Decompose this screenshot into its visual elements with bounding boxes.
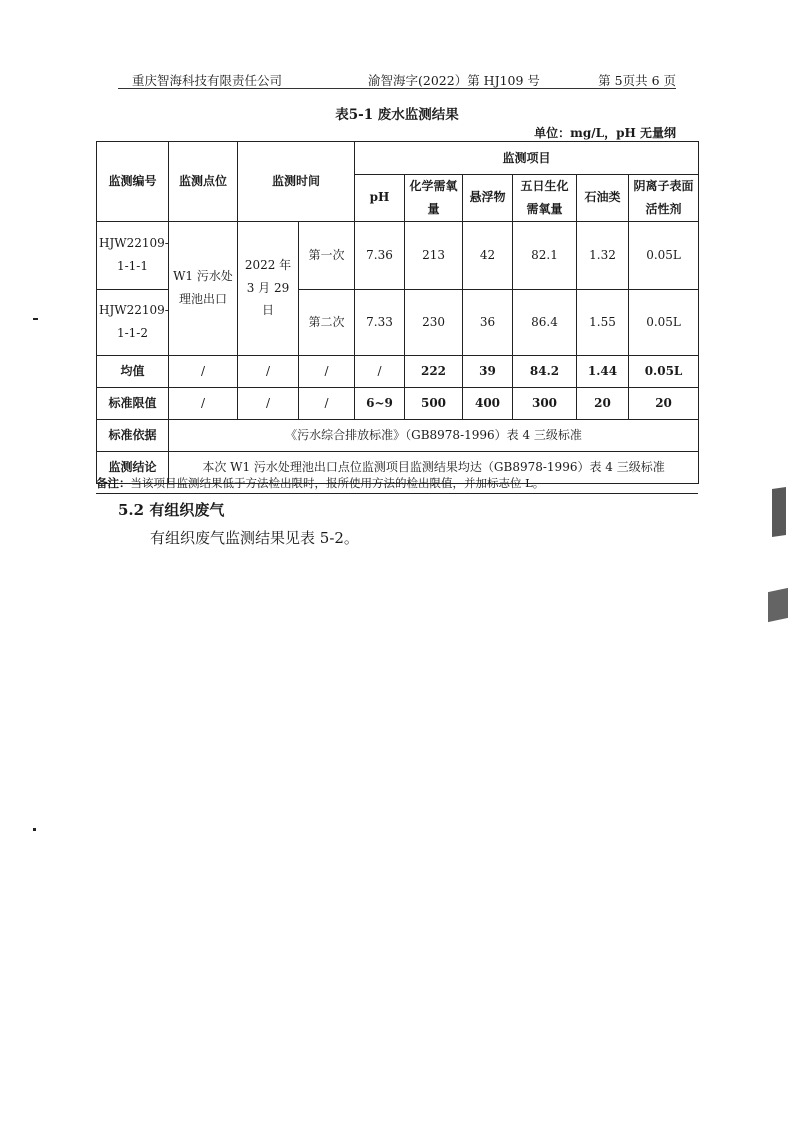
section-text: 有组织废气监测结果见表 5-2。	[150, 529, 359, 547]
cod-value: 213	[405, 221, 463, 289]
wastewater-results-table	[96, 141, 699, 484]
table-row	[97, 221, 699, 289]
conclusion-text: 本次 W1 污水处理池出口点位监测项目监测结果均达（GB8978-1996）表 4 三级标准	[169, 451, 699, 483]
conclusion-label: 监测结论	[97, 451, 169, 483]
header-ss: 悬浮物	[463, 175, 513, 222]
mean-location: /	[169, 355, 238, 387]
limit-cod: 500	[405, 387, 463, 419]
limit-date: /	[238, 387, 299, 419]
mean-date: /	[238, 355, 299, 387]
limit-ss: 400	[463, 387, 513, 419]
basis-label: 标准依据	[97, 419, 169, 451]
limit-las: 20	[629, 387, 699, 419]
date-cell: 2022 年 3 月 29 日	[238, 221, 299, 355]
round-cell: 第二次	[299, 289, 355, 355]
header-oil: 石油类	[577, 175, 629, 222]
header-cod: 化学需氧量	[405, 175, 463, 222]
remark-text: 当该项目监测结果低于方法检出限时，报所使用方法的检出限值，并加标志位 L。	[130, 476, 545, 490]
mean-cod: 222	[405, 355, 463, 387]
table-title: 表5-1 废水监测结果	[335, 107, 459, 123]
table-remark	[96, 475, 698, 494]
header-location: 监测点位	[169, 142, 238, 222]
seal-fragment	[768, 588, 788, 622]
unit-label: 单位：mg/L，pH 无量纲	[534, 126, 676, 140]
basis-row	[97, 419, 699, 451]
limit-ph: 6~9	[355, 387, 405, 419]
header-time: 监测时间	[238, 142, 355, 222]
mean-row	[97, 355, 699, 387]
mean-las: 0.05L	[629, 355, 699, 387]
page-header	[118, 70, 676, 89]
ss-value: 36	[463, 289, 513, 355]
limit-label: 标准限值	[97, 387, 169, 419]
mean-ph: /	[355, 355, 405, 387]
mean-ss: 39	[463, 355, 513, 387]
remark-label: 备注：	[96, 476, 131, 490]
mean-round: /	[299, 355, 355, 387]
bod5-value: 82.1	[513, 221, 577, 289]
ph-value: 7.36	[355, 221, 405, 289]
header-bod5: 五日生化需氧量	[513, 175, 577, 222]
las-value: 0.05L	[629, 221, 699, 289]
mean-oil: 1.44	[577, 355, 629, 387]
mean-label: 均值	[97, 355, 169, 387]
header-row-1	[97, 142, 699, 175]
limit-oil: 20	[577, 387, 629, 419]
seal-fragment	[772, 487, 786, 537]
header-items: 监测项目	[355, 142, 699, 175]
ss-value: 42	[463, 221, 513, 289]
location-cell: W1 污水处理池出口	[169, 221, 238, 355]
cod-value: 230	[405, 289, 463, 355]
ph-value: 7.33	[355, 289, 405, 355]
limit-row	[97, 387, 699, 419]
header-ph: pH	[355, 175, 405, 222]
sample-id: HJW22109-1-1-2	[97, 289, 169, 355]
mean-bod5: 84.2	[513, 355, 577, 387]
limit-bod5: 300	[513, 387, 577, 419]
oil-value: 1.55	[577, 289, 629, 355]
oil-value: 1.32	[577, 221, 629, 289]
scan-speck	[33, 828, 36, 831]
round-cell: 第一次	[299, 221, 355, 289]
header-sample-id: 监测编号	[97, 142, 169, 222]
bod5-value: 86.4	[513, 289, 577, 355]
scan-speck	[33, 318, 38, 320]
limit-round: /	[299, 387, 355, 419]
report-number: 渝智海字(2022）第 HJ109 号	[368, 73, 540, 88]
company-name: 重庆智海科技有限责任公司	[132, 73, 283, 88]
header-las: 阴离子表面活性剂	[629, 175, 699, 222]
section-heading: 5.2 有组织废气	[118, 501, 225, 519]
las-value: 0.05L	[629, 289, 699, 355]
limit-location: /	[169, 387, 238, 419]
basis-text: 《污水综合排放标准》（GB8978-1996）表 4 三级标准	[169, 419, 699, 451]
sample-id: HJW22109-1-1-1	[97, 221, 169, 289]
page-number: 第 5页共 6 页	[598, 73, 676, 88]
